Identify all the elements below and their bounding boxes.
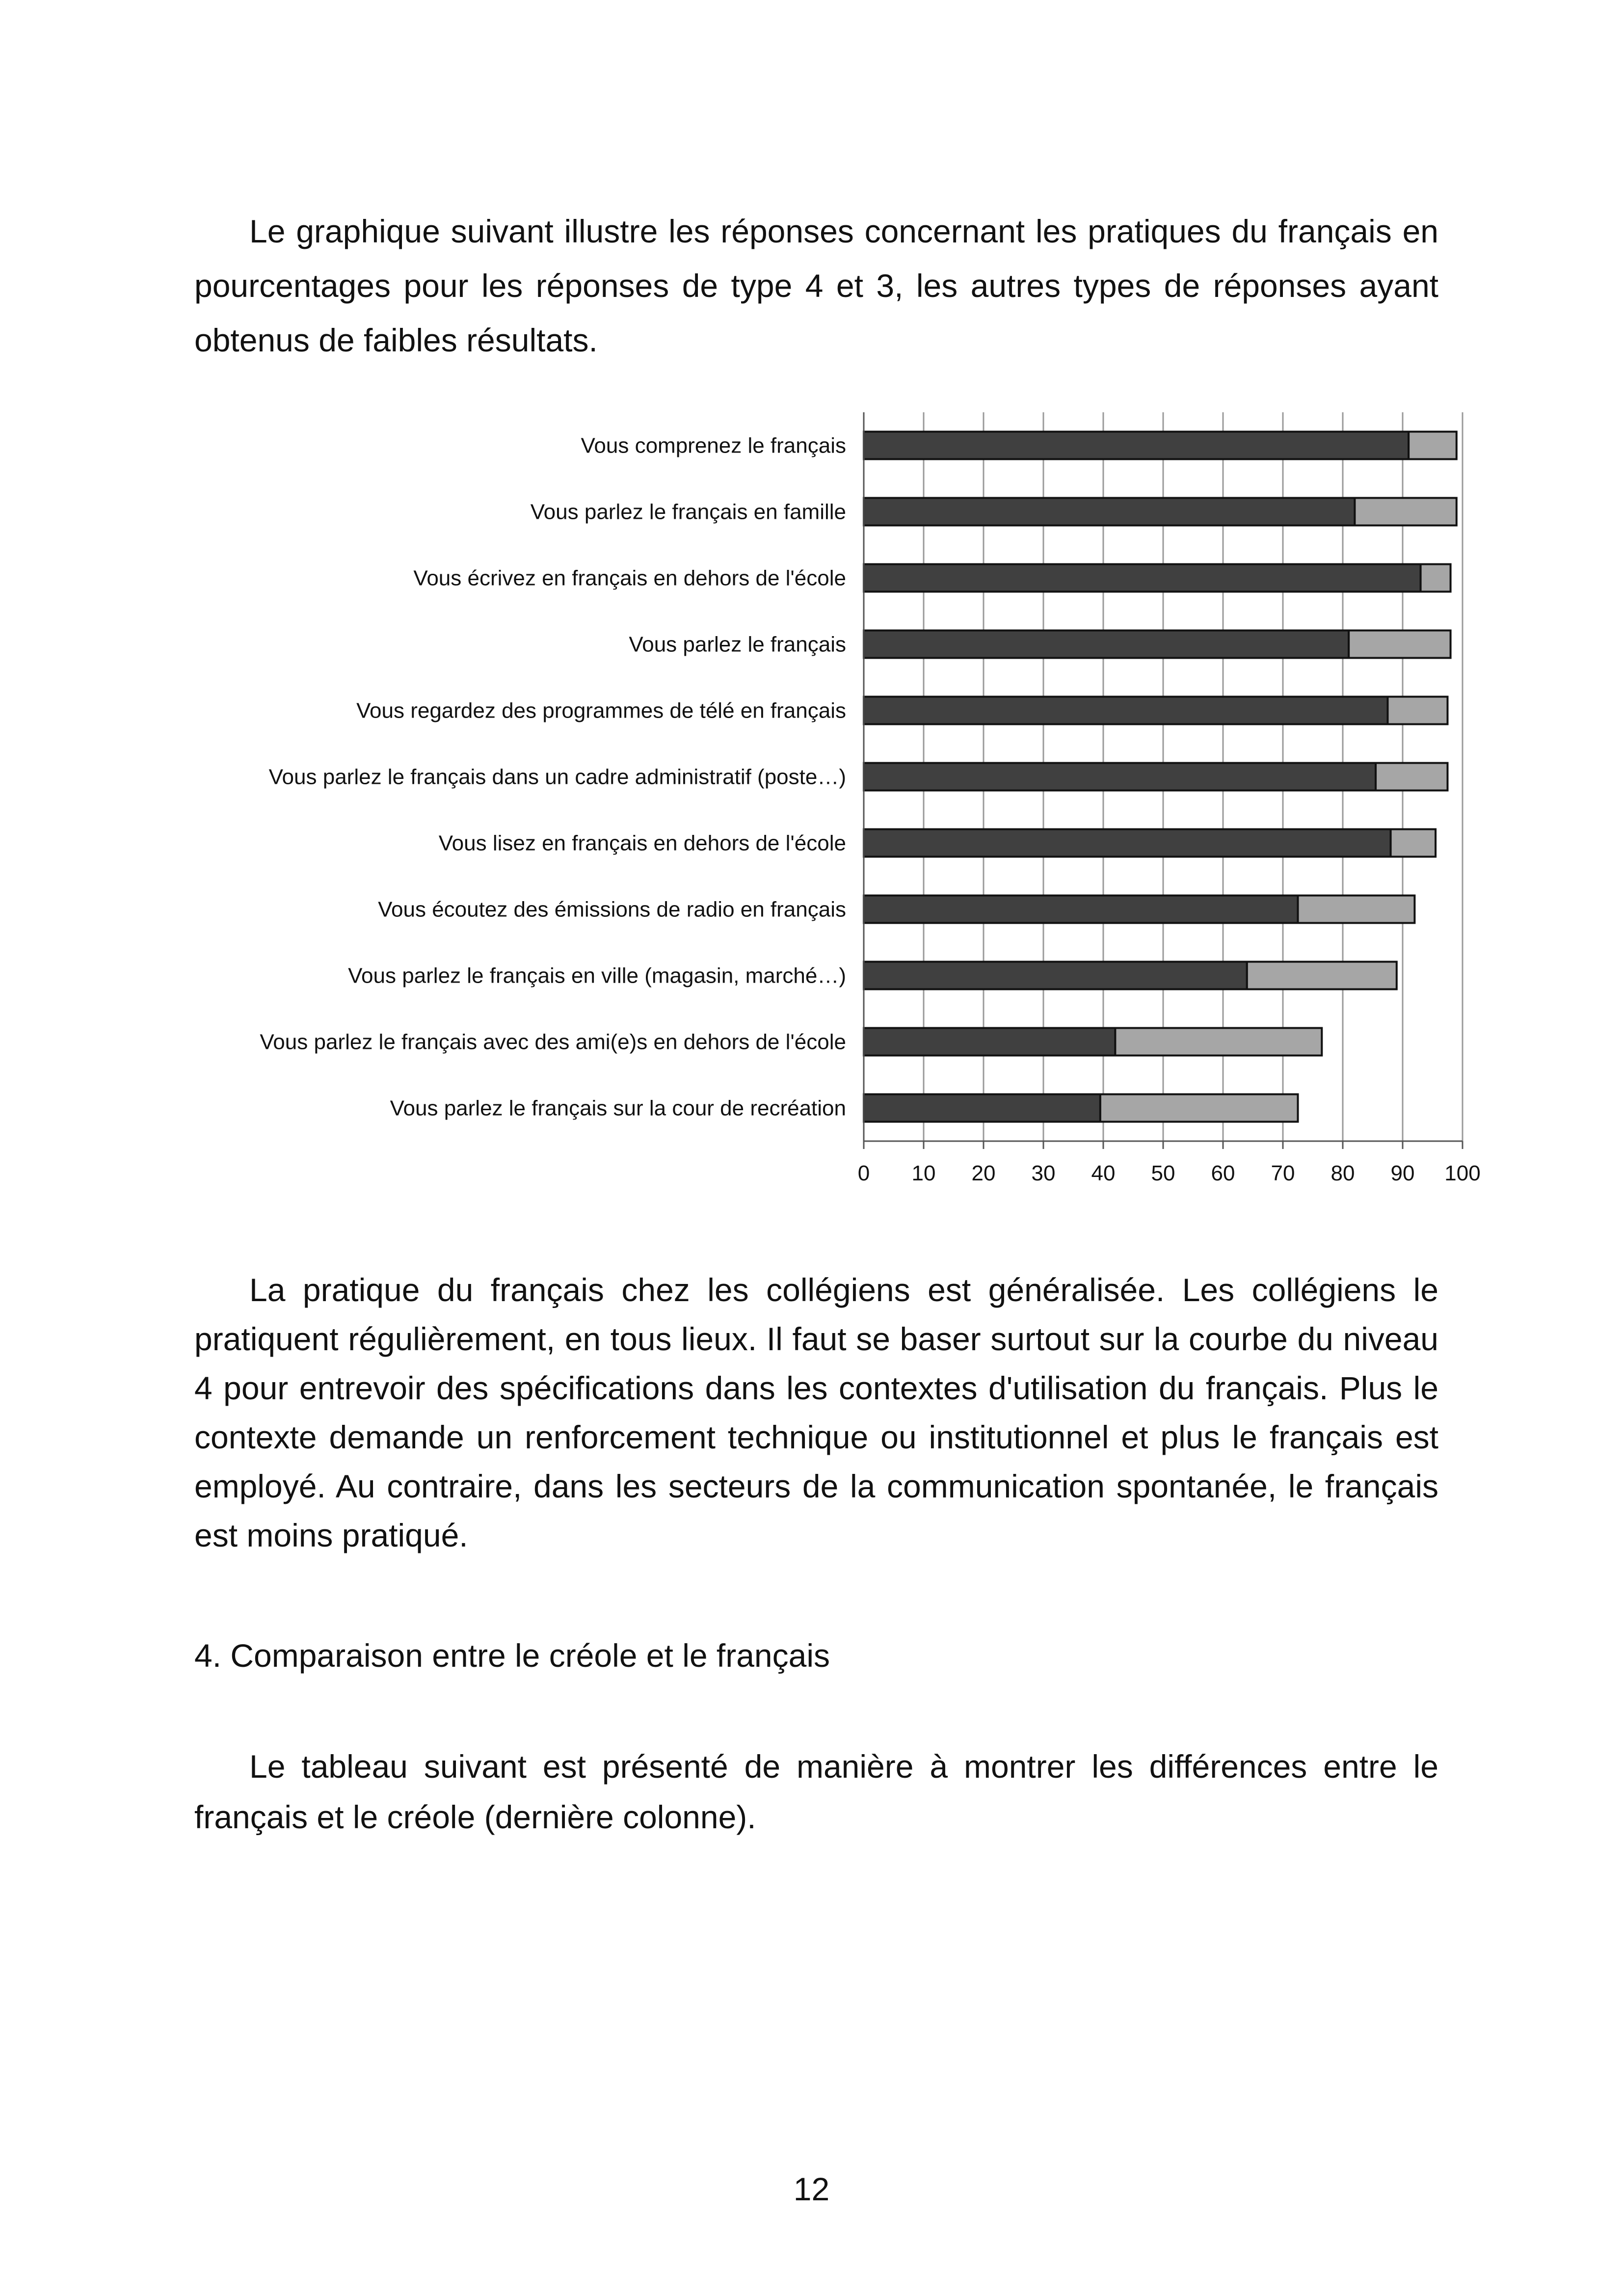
category-label: Vous écoutez des émissions de radio en français xyxy=(378,897,846,922)
x-tick-label: 80 xyxy=(1330,1161,1355,1185)
bar-segment-type-3 xyxy=(1298,896,1415,923)
bar-segment-type-3 xyxy=(1247,962,1397,989)
analysis-paragraph: La pratique du français chez les collégiens est généralisée. Les collégiens le pratiquent régulièrement, en tous lieux. Il faut se baser surtout sur la courbe du niveau 4 pour entrevoir des spécifications dans les contextes d'utilisation du français. Plus le contexte demande un renforcement technique ou institutionnel et plus le français est employé. Au contraire, dans les secteurs de la communication spontanée, le français est moins pratiqué. xyxy=(194,1272,1438,1553)
bar-segment-type-3 xyxy=(1115,1028,1322,1056)
bar-segment-type-3 xyxy=(1100,1095,1298,1122)
category-label: Vous écrivez en français en dehors de l'école xyxy=(413,566,846,590)
x-tick-label: 50 xyxy=(1151,1161,1175,1185)
category-label: Vous parlez le français en ville (magasin, marché…) xyxy=(348,963,846,988)
x-tick-label: 30 xyxy=(1031,1161,1056,1185)
bar-segment-type-3 xyxy=(1376,763,1447,791)
x-tick-label: 60 xyxy=(1211,1161,1235,1185)
table-intro-paragraph: Le tableau suivant est présenté de manière à montrer les différences entre le français et le créole (dernière colonne). xyxy=(194,1748,1438,1835)
bar-segment-type-4 xyxy=(864,1028,1115,1056)
x-tick-label: 10 xyxy=(911,1161,936,1185)
bar-segment-type-3 xyxy=(1421,564,1451,592)
x-tick-label: 100 xyxy=(1444,1161,1481,1185)
category-label: Vous parlez le français xyxy=(629,632,846,657)
bar-segment-type-4 xyxy=(864,697,1388,724)
section-heading: 4. Comparaison entre le créole et le français xyxy=(194,1637,830,1674)
bar-segment-type-4 xyxy=(864,829,1391,857)
x-tick-label: 70 xyxy=(1271,1161,1295,1185)
bar-segment-type-4 xyxy=(864,1095,1100,1122)
category-label: Vous parlez le français en famille xyxy=(530,500,846,524)
category-label: Vous regardez des programmes de télé en français xyxy=(356,698,846,723)
bar-segment-type-4 xyxy=(864,564,1421,592)
category-label: Vous parlez le français avec des ami(e)s en dehors de l'école xyxy=(260,1030,846,1054)
bar-segment-type-3 xyxy=(1349,631,1450,658)
intro-paragraph: Le graphique suivant illustre les réponses concernant les pratiques du français en pourcentages pour les réponses de type 4 et 3, les autres types de réponses ayant obtenus de faibles résultats. xyxy=(194,213,1438,358)
x-tick-label: 90 xyxy=(1390,1161,1415,1185)
x-axis xyxy=(858,412,1481,1185)
bar-segment-type-3 xyxy=(1355,498,1456,526)
bar-segment-type-4 xyxy=(864,498,1355,526)
bar-segment-type-4 xyxy=(864,962,1247,989)
category-label: Vous lisez en français en dehors de l'école xyxy=(438,831,846,855)
bar-segment-type-3 xyxy=(1409,432,1457,459)
page-number: 12 xyxy=(793,2171,830,2207)
stacked-bar-chart xyxy=(206,402,1502,1198)
category-label: Vous comprenez le français xyxy=(581,433,846,458)
category-label: Vous parlez le français dans un cadre administratif (poste…) xyxy=(268,765,846,789)
x-tick-label: 40 xyxy=(1091,1161,1116,1185)
category-labels xyxy=(260,434,846,1121)
bar-segment-type-4 xyxy=(864,432,1409,459)
bar-segment-type-4 xyxy=(864,896,1298,923)
x-tick-label: 0 xyxy=(857,1161,870,1185)
bar-segment-type-4 xyxy=(864,763,1376,791)
bar-segment-type-4 xyxy=(864,631,1349,658)
bar-segment-type-3 xyxy=(1391,829,1436,857)
category-label: Vous parlez le français sur la cour de recréation xyxy=(390,1096,846,1121)
bar-segment-type-3 xyxy=(1388,697,1448,724)
x-tick-label: 20 xyxy=(971,1161,996,1185)
bar-series xyxy=(864,432,1457,1122)
